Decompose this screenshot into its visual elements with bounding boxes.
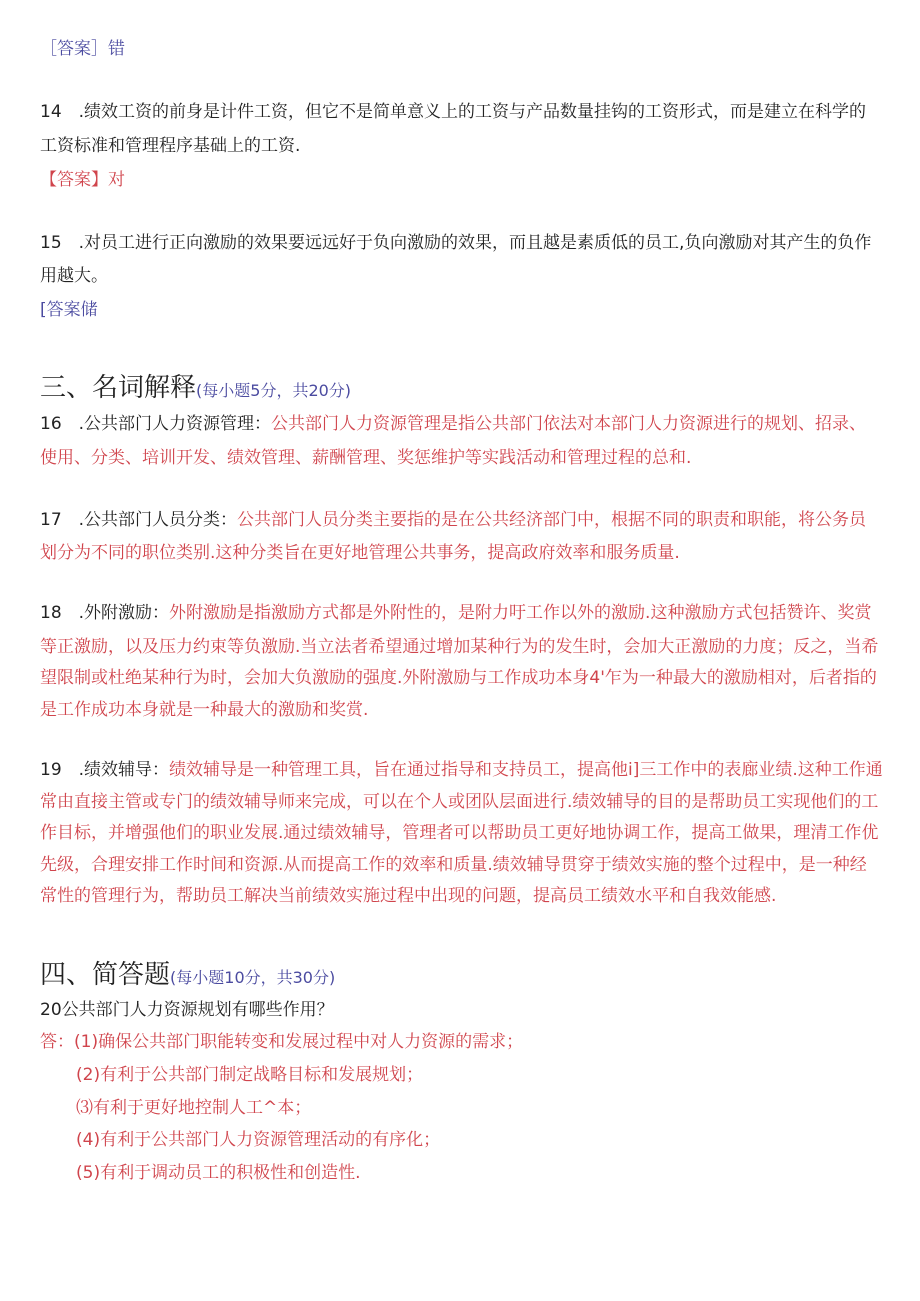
q16-definition-line1: 公共部门人力资源管理是指公共部门依法对本部门人力资源进行的规划、招录、 — [271, 414, 867, 434]
section4-heading — [40, 959, 335, 994]
q19-definition-line4: 先级，合理安排工作时间和资源.从而提高工作的效率和质量.绩效辅导贯穿于绩效实施的整个过程中，是一种经 — [40, 855, 867, 875]
q14-text-line2: 工资标准和管理程序基础上的工资. — [40, 136, 301, 156]
q19-line1 — [40, 759, 885, 781]
q19-term: 19 .绩效辅导： — [40, 760, 170, 780]
q18-definition-line1: 外附激励是指激励方式都是外附性的，是附力吁工作以外的激励.这种激励方式包括赞许、奖赏 — [169, 603, 872, 623]
q13-answer: ［答案］错 — [40, 39, 125, 59]
q18-term: 18 .外附激励： — [40, 603, 170, 623]
q18-line1 — [40, 602, 885, 624]
q20-answer-line1 — [40, 1031, 885, 1053]
section3-subtitle: (每小题5分，共20分) — [196, 381, 352, 400]
q19-definition-line2: 常由直接主管或专门的绩效辅导师来完成，可以在个人或团队层面进行.绩效辅导的目的是帮助员工实现他们的工 — [40, 792, 879, 812]
q17-line1 — [40, 509, 885, 531]
q18-definition-line3: 望限制或杜绝某种行为时，会加大负激励的强度.外附激励与工作成功本身4'乍为一种最大的激励相对，后者指的 — [40, 668, 877, 688]
q15-text-line1: 15 .对员工进行正向激励的效果要远远好于负向激励的效果，而且越是素质低的员工,负向激励对其产生的负作 — [40, 233, 872, 253]
q15-text-line2: 用越大。 — [40, 266, 108, 286]
q18-definition-line4: 是工作成功本身就是一种最大的激励和奖赏. — [40, 700, 369, 720]
q20-answer-item-5: (5)有利于调动员工的积极性和创造性. — [76, 1163, 361, 1183]
q17-term: 17 .公共部门人员分类： — [40, 510, 238, 530]
q18-definition-line2: 等正激励，以及压力约束等负激励.当立法者希望通过增加某种行为的发生时，会加大正激励的力度；反之，当希 — [40, 637, 879, 657]
q20-answer-item-3: ⑶有利于更好地控制人工^本； — [76, 1098, 312, 1118]
q19-definition-line1: 绩效辅导是一种管理工具，旨在通过指导和支持员工，提高他i]三工作中的表廊业绩.这种工作通 — [169, 760, 883, 780]
section3-title: 三、名词解释 — [40, 373, 197, 403]
q16-definition-line2: 使用、分类、培训开发、绩效管理、薪酬管理、奖惩维护等实践活动和管理过程的总和. — [40, 448, 692, 468]
section3-heading — [40, 372, 351, 407]
q17-definition-line2: 划分为不同的职位类别.这种分类旨在更好地管理公共事务，提高政府效率和服务质量. — [40, 543, 680, 563]
q16-line1 — [40, 413, 885, 435]
q14-answer: 【答案】对 — [40, 170, 125, 190]
q20-answer-label: 答： — [40, 1032, 74, 1052]
q16-term: 16 .公共部门人力资源管理： — [40, 414, 272, 434]
q20-answer-item-4: (4)有利于公共部门人力资源管理活动的有序化； — [76, 1130, 441, 1150]
q19-definition-line3: 作目标，并增强他们的职业发展.通过绩效辅导，管理者可以帮助员工更好地协调工作，提高工做果，理清工作优 — [40, 823, 879, 843]
q20-answer-item-2: (2)有利于公共部门制定战略目标和发展规划； — [76, 1065, 424, 1085]
q15-answer: [答案储 — [40, 300, 98, 320]
section4-title: 四、简答题 — [40, 960, 171, 990]
q14-text-line1: 14 .绩效工资的前身是计件工资，但它不是简单意义上的工资与产品数量挂钩的工资形式，而是建立在科学的 — [40, 102, 867, 122]
q20-question: 20公共部门人力资源规划有哪些作用？ — [40, 1000, 334, 1020]
section4-subtitle: (每小题10分，共30分) — [170, 968, 336, 987]
q20-answer-item-1: (1)确保公共部门职能转变和发展过程中对人力资源的需求； — [74, 1032, 524, 1052]
q19-definition-line5: 常性的管理行为，帮助员工解决当前绩效实施过程中出现的问题，提高员工绩效水平和自我效能感. — [40, 886, 777, 906]
q17-definition-line1: 公共部门人员分类主要指的是在公共经济部门中，根据不同的职责和职能，将公务员 — [237, 510, 867, 530]
